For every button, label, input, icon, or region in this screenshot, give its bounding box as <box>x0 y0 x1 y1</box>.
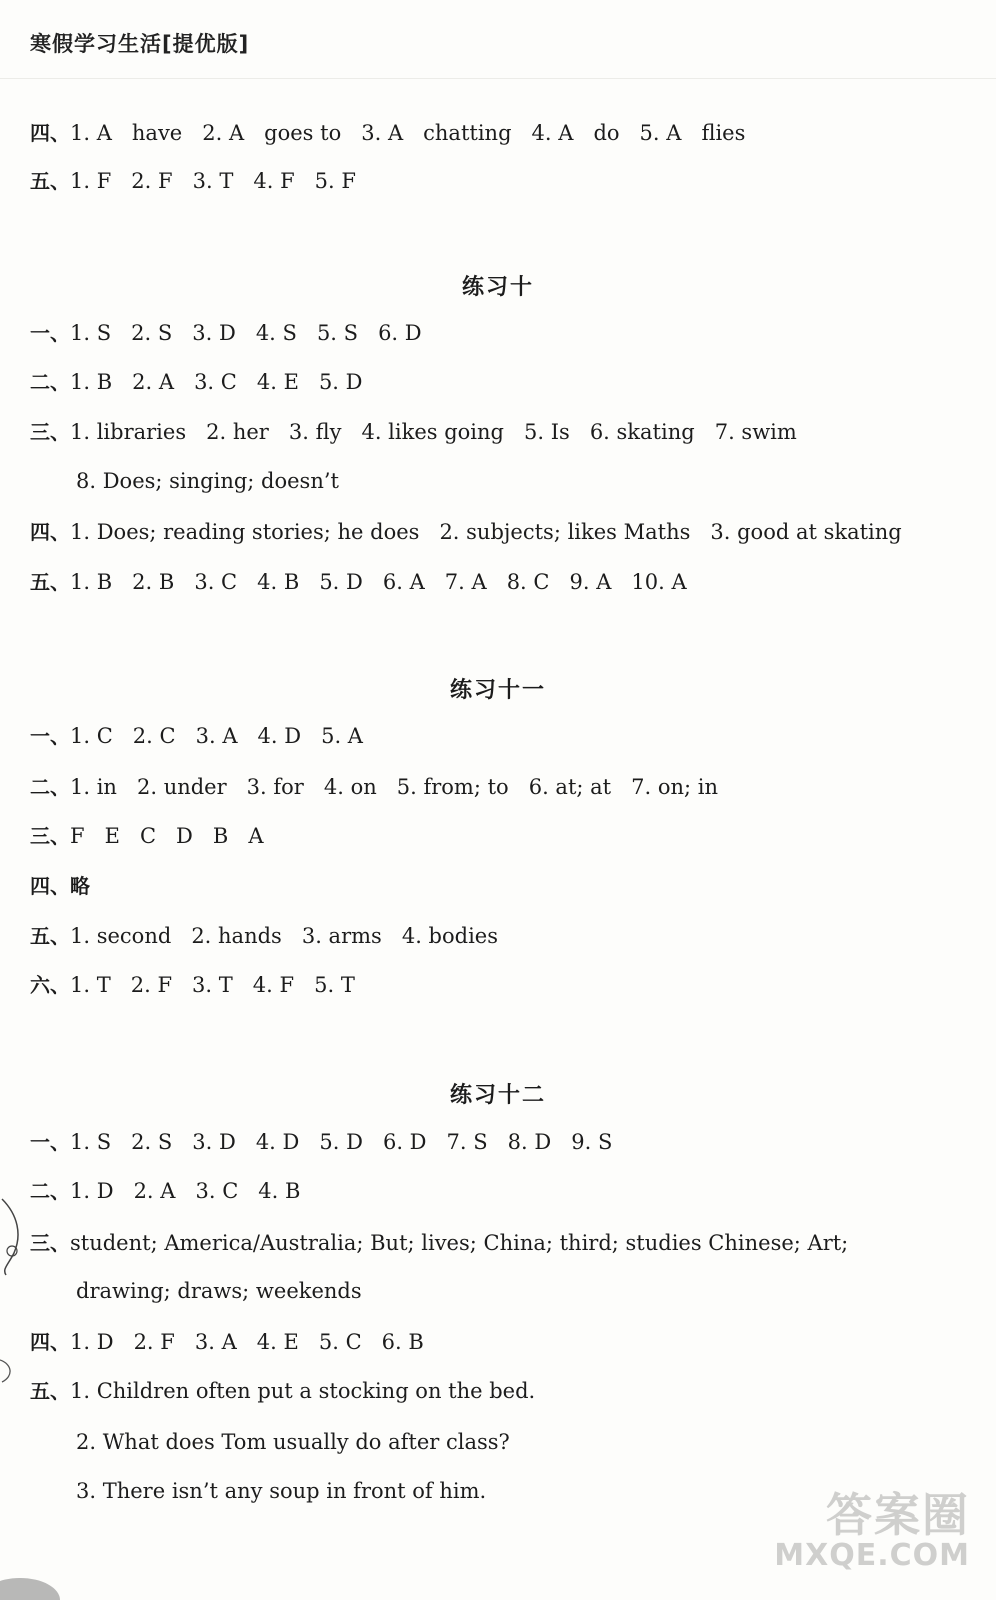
question-number: 五、 <box>30 924 70 948</box>
page-header: 寒假学习生活[提优版] <box>30 32 250 56</box>
watermark-url: MXQE.COM <box>774 1538 970 1573</box>
answer-line <box>30 168 356 194</box>
answer-line <box>30 1230 848 1256</box>
answer-text: 8. Does; singing; doesn’t <box>76 469 339 493</box>
answer-text: 1. libraries 2. her 3. fly 4. likes going 5. Is 6. skating 7. swim <box>70 420 797 444</box>
answer-line <box>30 1129 612 1155</box>
answer-line <box>30 120 745 146</box>
answer-text: 略 <box>70 874 90 898</box>
answer-line-continued <box>76 1429 510 1455</box>
header-divider <box>0 78 996 79</box>
answer-line-continued <box>76 1478 486 1504</box>
answer-line <box>30 1178 300 1204</box>
answer-line-continued <box>76 1278 362 1304</box>
margin-scribble-icon <box>0 1195 32 1285</box>
answer-text: 1. B 2. A 3. C 4. E 5. D <box>70 370 363 394</box>
answer-line <box>30 923 498 949</box>
question-number: 二、 <box>30 775 70 799</box>
answer-line <box>30 972 355 998</box>
answer-line <box>30 320 422 346</box>
question-number: 二、 <box>30 370 70 394</box>
question-number: 五、 <box>30 1379 70 1403</box>
answer-text: 1. D 2. A 3. C 4. B <box>70 1179 301 1203</box>
answer-text: student; America/Australia; But; lives; China; third; studies Chinese; Art; <box>70 1231 849 1255</box>
question-number: 四、 <box>30 874 70 898</box>
answer-text: 1. F 2. F 3. T 4. F 5. F <box>70 169 356 193</box>
question-number: 二、 <box>30 1179 70 1203</box>
watermark <box>774 1490 970 1572</box>
watermark-logo-text: 答案圈 <box>826 1488 970 1542</box>
section-title: 练习十二 <box>449 1083 546 1108</box>
question-number: 五、 <box>30 570 70 594</box>
answer-text: 1. S 2. S 3. D 4. S 5. S 6. D <box>70 321 422 345</box>
question-number: 一、 <box>30 1130 70 1154</box>
answer-line <box>30 519 902 545</box>
section-title: 练习十一 <box>449 678 546 703</box>
question-number: 一、 <box>30 724 70 748</box>
answer-text: 1. C 2. C 3. A 4. D 5. A <box>70 724 363 748</box>
answer-line <box>30 1378 535 1404</box>
answer-text: 1. S 2. S 3. D 4. D 5. D 6. D 7. S 8. D 9. S <box>70 1130 613 1154</box>
answer-text: 1. D 2. F 3. A 4. E 5. C 6. B <box>70 1330 424 1354</box>
question-number: 六、 <box>30 973 70 997</box>
margin-mark-icon <box>0 1356 20 1386</box>
answer-line <box>30 1329 424 1355</box>
answer-text: 1. B 2. B 3. C 4. B 5. D 6. A 7. A 8. C 9. A 10. A <box>70 570 687 594</box>
answer-text: 1. A have 2. A goes to 3. A chatting 4. A do 5. A flies <box>70 121 746 145</box>
section-title: 练习十 <box>461 275 534 300</box>
answer-text: drawing; draws; weekends <box>76 1279 362 1303</box>
answer-text: F E C D B A <box>70 824 264 848</box>
answer-line <box>30 419 797 445</box>
answer-text: 1. second 2. hands 3. arms 4. bodies <box>70 924 498 948</box>
answer-text: 1. Does; reading stories; he does 2. subjects; likes Maths 3. good at skating <box>70 520 902 544</box>
question-number: 四、 <box>30 1330 70 1354</box>
question-number: 三、 <box>30 420 70 444</box>
answer-line <box>30 873 90 899</box>
answer-text: 3. There isn’t any soup in front of him. <box>76 1479 487 1503</box>
answer-line-continued <box>76 468 339 494</box>
answer-line <box>30 823 264 849</box>
answer-line <box>30 774 718 800</box>
answer-text: 1. Children often put a stocking on the bed. <box>70 1379 536 1403</box>
answer-line <box>30 723 363 749</box>
question-number: 三、 <box>30 1231 70 1255</box>
corner-smudge-icon <box>0 1560 70 1600</box>
question-number: 一、 <box>30 321 70 345</box>
answer-line <box>30 569 687 595</box>
answer-text: 1. T 2. F 3. T 4. F 5. T <box>70 973 355 997</box>
answer-line <box>30 369 363 395</box>
question-number: 四、 <box>30 121 70 145</box>
question-number: 五、 <box>30 169 70 193</box>
question-number: 三、 <box>30 824 70 848</box>
answer-text: 2. What does Tom usually do after class? <box>76 1430 510 1454</box>
question-number: 四、 <box>30 520 70 544</box>
answer-text: 1. in 2. under 3. for 4. on 5. from; to 6. at; at 7. on; in <box>70 775 718 799</box>
